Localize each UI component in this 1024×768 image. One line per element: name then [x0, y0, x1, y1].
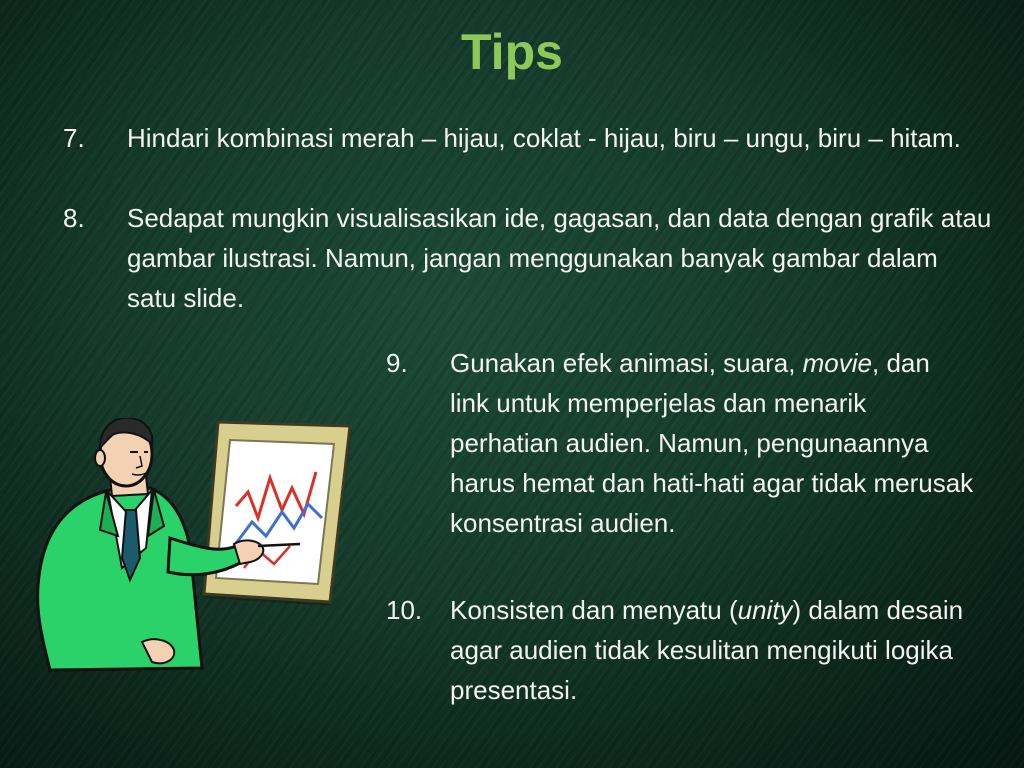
easel-board [204, 422, 352, 606]
slide-title: Tips [461, 24, 563, 80]
list-item-9 [386, 343, 986, 583]
list-text [450, 590, 970, 710]
presenter-with-chart-icon [30, 418, 360, 680]
list-text [450, 343, 976, 543]
list-item-7 [63, 118, 993, 198]
list-number: 8. [63, 203, 85, 233]
list-text-emphasis: unity [737, 595, 793, 625]
list-text-part: ) dalam desain agar audien tidak kesulitan mengikuti logika presentasi. [450, 595, 964, 705]
list-text-part: , dan link untuk memperjelas dan menarik perhatian audien. Namun, pengunaannya harus hemat dan hati-hati agar tidak merusak konsentrasi audien. [450, 348, 974, 538]
list-text: Sedapat mungkin visualisasikan ide, gagasan, dan data dengan grafik atau gambar ilustrasi. Namun, jangan menggunakan banyak gambar dalam satu slide. [127, 203, 992, 313]
list-number: 10. [386, 595, 423, 625]
list-text-part: Gunakan efek animasi, suara, [450, 348, 803, 378]
list-number: 9. [386, 348, 408, 378]
list-text-part: Konsisten dan menyatu ( [450, 595, 738, 625]
list-item-10 [386, 590, 986, 710]
list-text-emphasis: movie [802, 348, 872, 378]
list-number: 7. [63, 123, 85, 153]
list-text: Hindari kombinasi merah – hijau, coklat - hijau, biru – ungu, biru – hitam. [127, 123, 961, 153]
list-item-8 [63, 198, 993, 318]
